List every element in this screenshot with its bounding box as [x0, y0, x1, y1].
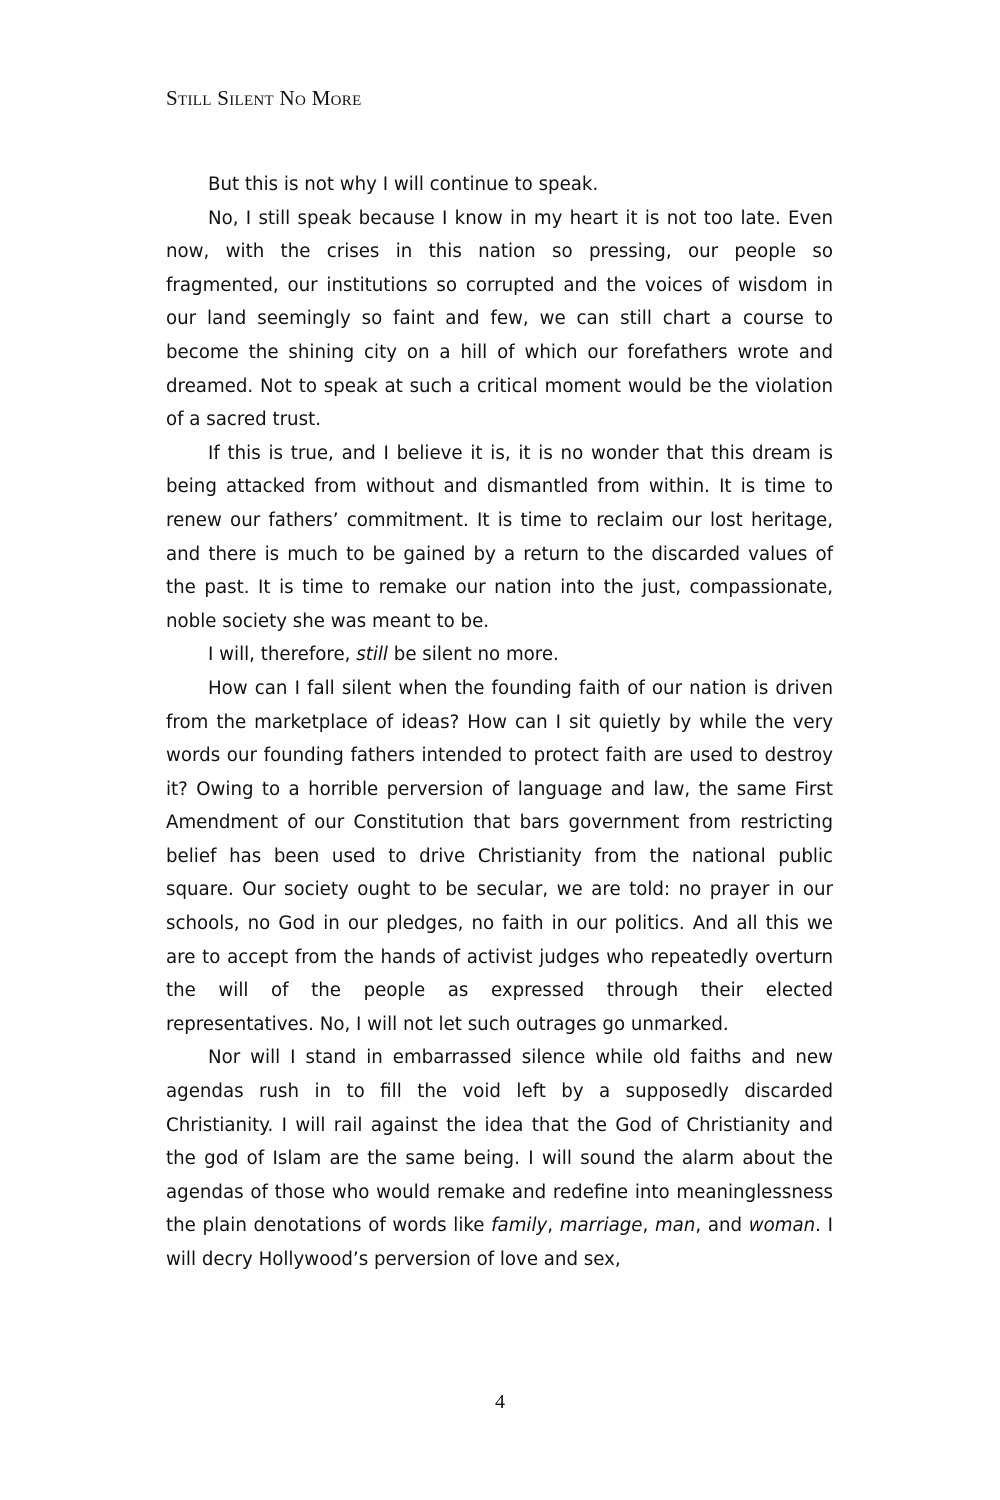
- paragraph-text: be silent no more.: [388, 644, 559, 666]
- emphasis-text: family: [491, 1215, 548, 1237]
- paragraph-text: ,: [642, 1215, 655, 1237]
- paragraph: [166, 1041, 833, 1276]
- paragraph: If this is true, and I believe it is, it is no wonder that this dream is being attacked from without and dismantled from within. It is time to renew our fathers’ commitment. It is time to reclaim our lost heritage, and there is much to be gained by a return to the discarded values of the past. It is time to remake our nation into the just, compassionate, noble society she was meant to be.: [166, 442, 833, 632]
- page-number: 4: [495, 1391, 505, 1413]
- emphasis-text: still: [356, 644, 388, 666]
- emphasis-text: woman: [748, 1215, 816, 1237]
- paragraph-text: ,: [547, 1215, 560, 1237]
- paragraph-text: , and: [695, 1215, 749, 1237]
- paragraph-text: Nor will I stand in embarrassed silence while old faiths and new agendas rush in to fill the void left by a supposedly discarded Christianity. I will rail against the idea that the God of Christianity and the god of Islam are the same being. I will sound the alarm about the agendas of those who would remake and redefine into meaninglessness the plain denotations of words like: [166, 1047, 833, 1237]
- paragraph-text: . I will decry Hollywood’s perversion of love and sex,: [166, 1215, 833, 1270]
- paragraph: How can I fall silent when the founding faith of our nation is driven from the marketplace of ideas? How can I sit quietly by while the very words our founding fathers intended to protect faith are used to destroy it? Owing to a horrible perversion of language and law, the same First Amendment of our Constitution that bars government from restricting belief has been used to drive Christianity from the national public square. Our society ought to be secular, we are told: no prayer in our schools, no God in our pledges, no faith in our politics. And all this we are to accept from the hands of activist judges who repeatedly overturn the will of the people as expressed through their elected representatives. No, I will not let such outrages go unmarked.: [166, 677, 833, 1035]
- paragraph: [166, 638, 833, 672]
- emphasis-text: man: [654, 1215, 696, 1237]
- paragraph-text: I will, therefore,: [208, 644, 357, 666]
- body-text: [166, 168, 833, 1277]
- paragraph: No, I still speak because I know in my heart it is not too late. Even now, with the crises in this nation so pressing, our people so fragmented, our institutions so corrupted and the voices of wisdom in our land seemingly so faint and few, we can still chart a course to become the shining city on a hill of which our forefathers wrote and dreamed. Not to speak at such a critical moment would be the violation of a sacred trust.: [166, 207, 833, 431]
- emphasis-text: marriage: [559, 1215, 643, 1237]
- running-header: Still Silent No More: [166, 86, 362, 110]
- paragraph: But this is not why I will continue to speak.: [208, 174, 599, 195]
